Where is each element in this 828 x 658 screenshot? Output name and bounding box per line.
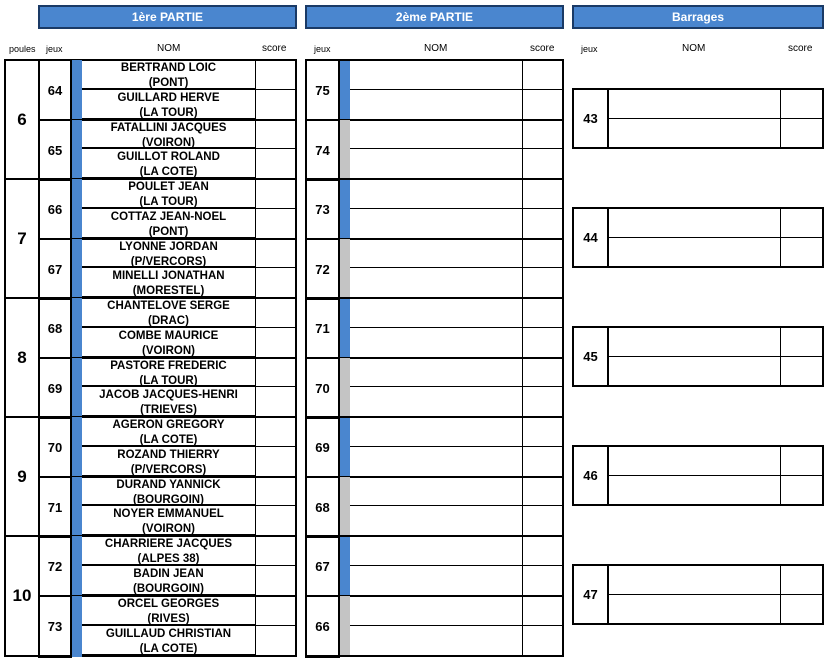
match-stripe [72, 120, 82, 180]
jeu-cell: 66 [38, 178, 72, 240]
score-divider [780, 88, 781, 149]
subheader-score-3: score [788, 43, 813, 54]
player-club: (LA TOUR) [139, 107, 198, 119]
jeu-cell: 74 [305, 119, 340, 181]
part2-block [305, 297, 564, 418]
score-divider [255, 476, 256, 536]
part2-block [305, 416, 564, 537]
row-line [82, 504, 255, 505]
score-divider [255, 357, 256, 417]
row-line [82, 385, 255, 386]
player-name: DURAND YANNICK [116, 479, 221, 491]
jeu-cell: 68 [305, 476, 340, 538]
match-stripe [72, 358, 82, 418]
player-club: (LA TOUR) [139, 196, 198, 208]
player-club: (TRIEVES) [140, 404, 197, 416]
part2-block [305, 59, 564, 180]
poule-number-6: 6 [4, 59, 40, 180]
score-divider [780, 564, 781, 625]
player-name: ROZAND THIERRY [117, 449, 220, 461]
player-name: BERTRAND LOIC [120, 62, 217, 74]
player-name: MINELLI JONATHAN [112, 270, 225, 282]
jeu-cell: 71 [38, 476, 72, 538]
player-name: ORCEL GEORGES [117, 598, 220, 610]
poule-number-10: 10 [4, 535, 40, 657]
player-club: (VOIRON) [141, 345, 196, 357]
player-name: AGERON GREGORY [112, 419, 225, 431]
jeu-cell: 65 [38, 119, 72, 181]
barrage-jeu-cell: 47 [572, 564, 609, 625]
player-club: (P/VERCORS) [130, 256, 207, 268]
subheader-score-1: score [262, 43, 287, 54]
player-divider [609, 356, 824, 357]
barrage-jeu-cell: 46 [572, 445, 609, 506]
player-name: POULET JEAN [128, 181, 209, 193]
row-line [82, 147, 255, 148]
jeu-cell: 69 [305, 416, 340, 478]
score-divider [255, 535, 256, 595]
jeu-cell: 70 [305, 357, 340, 419]
player-name: FATALLINI JACQUES [110, 122, 227, 134]
player-name: GUILLARD HERVE [117, 92, 220, 104]
header-1ere-partie [38, 5, 297, 29]
player-club: (ALPES 38) [137, 553, 200, 565]
barrage-jeu-cell: 43 [572, 88, 609, 149]
row-line [82, 326, 255, 327]
match-stripe [72, 298, 82, 358]
subheader-nom-1: NOM [157, 43, 181, 54]
column-rule [563, 59, 564, 655]
jeu-cell: 71 [305, 297, 340, 359]
subheader-nom-3: NOM [682, 43, 706, 54]
score-divider [780, 326, 781, 387]
match-stripe [72, 60, 82, 120]
player-name: PASTORE FREDERIC [110, 360, 227, 372]
player-name: GUILLOT ROLAND [117, 151, 220, 163]
match-stripe [72, 239, 82, 299]
subheader-jeux-1: jeux [46, 44, 63, 54]
row-line [82, 266, 255, 267]
player-divider [609, 475, 824, 476]
player-club: (DRAC) [148, 315, 189, 327]
player-name: GUILLAUD CHRISTIAN [105, 628, 232, 640]
row-line [82, 564, 255, 565]
jeu-cell: 73 [38, 595, 72, 658]
jeu-cell: 73 [305, 178, 340, 240]
match-stripe [72, 179, 82, 239]
poule-number-7: 7 [4, 178, 40, 299]
player-name: CHANTELOVE SERGE [107, 300, 230, 312]
score-divider [255, 178, 256, 238]
barrage-jeu-cell: 45 [572, 326, 609, 387]
subheader-jeux-2: jeux [314, 44, 331, 54]
jeu-cell: 75 [305, 59, 340, 121]
score-divider [255, 59, 256, 119]
row-line [82, 624, 255, 625]
row-line [82, 445, 255, 446]
match-stripe [72, 536, 82, 596]
player-club: (LA COTE) [139, 434, 198, 446]
jeu-cell: 72 [38, 535, 72, 597]
player-name: CHARRIERE JACQUES [104, 538, 233, 550]
part2-block [305, 178, 564, 299]
player-club: (VOIRON) [141, 523, 196, 535]
player-divider [609, 237, 824, 238]
player-club: (MORESTEL) [132, 285, 205, 297]
jeu-cell: 68 [38, 297, 72, 359]
player-club: (PONT) [148, 226, 189, 238]
subheader-score-2: score [530, 43, 555, 54]
jeu-cell: 72 [305, 238, 340, 300]
score-divider [255, 238, 256, 298]
player-name: JACOB JACQUES-HENRI [99, 389, 238, 401]
player-name: COMBE MAURICE [118, 330, 219, 342]
score-divider [780, 445, 781, 506]
match-stripe [72, 477, 82, 537]
header-barrages-label: Barrages [671, 10, 725, 24]
player-name: BADIN JEAN [133, 568, 204, 580]
player-club: (RIVES) [147, 613, 190, 625]
player-name: LYONNE JORDAN [119, 241, 218, 253]
score-divider [255, 297, 256, 357]
barrage-jeu-cell: 44 [572, 207, 609, 268]
match-stripe [72, 417, 82, 477]
player-name: COTTAZ JEAN-NOEL [110, 211, 227, 223]
score-divider [255, 595, 256, 656]
poule-number-8: 8 [4, 297, 40, 418]
jeu-cell: 66 [305, 595, 340, 658]
score-divider [780, 207, 781, 268]
row-line [82, 88, 255, 89]
row-line [82, 654, 255, 655]
score-divider [255, 119, 256, 179]
match-stripe [72, 596, 82, 657]
player-divider [609, 594, 824, 595]
subheader-poules: poules [9, 44, 36, 54]
subheader-nom-2: NOM [424, 43, 448, 54]
header-barrages [572, 5, 824, 29]
player-club: (BOURGOIN) [133, 583, 204, 595]
part2-block [305, 535, 564, 657]
row-line [82, 207, 255, 208]
poule-number-9: 9 [4, 416, 40, 537]
player-club: (LA TOUR) [139, 375, 198, 387]
player-club: (P/VERCORS) [130, 464, 207, 476]
jeu-cell: 67 [305, 535, 340, 597]
header-2eme-partie-label: 2ème PARTIE [395, 10, 474, 24]
score-divider [255, 416, 256, 476]
player-name: NOYER EMMANUEL [113, 508, 224, 520]
player-club: (PONT) [148, 77, 189, 89]
player-club: (LA COTE) [139, 166, 198, 178]
header-2eme-partie [305, 5, 564, 29]
jeu-cell: 69 [38, 357, 72, 419]
jeu-cell: 70 [38, 416, 72, 478]
header-1ere-partie-label: 1ère PARTIE [131, 10, 204, 24]
jeu-cell: 64 [38, 59, 72, 121]
player-divider [609, 118, 824, 119]
player-club: (LA COTE) [139, 643, 198, 655]
player-club: (BOURGOIN) [133, 494, 204, 506]
subheader-jeux-3: jeux [581, 44, 598, 54]
player-club: (VOIRON) [141, 137, 196, 149]
jeu-cell: 67 [38, 238, 72, 300]
